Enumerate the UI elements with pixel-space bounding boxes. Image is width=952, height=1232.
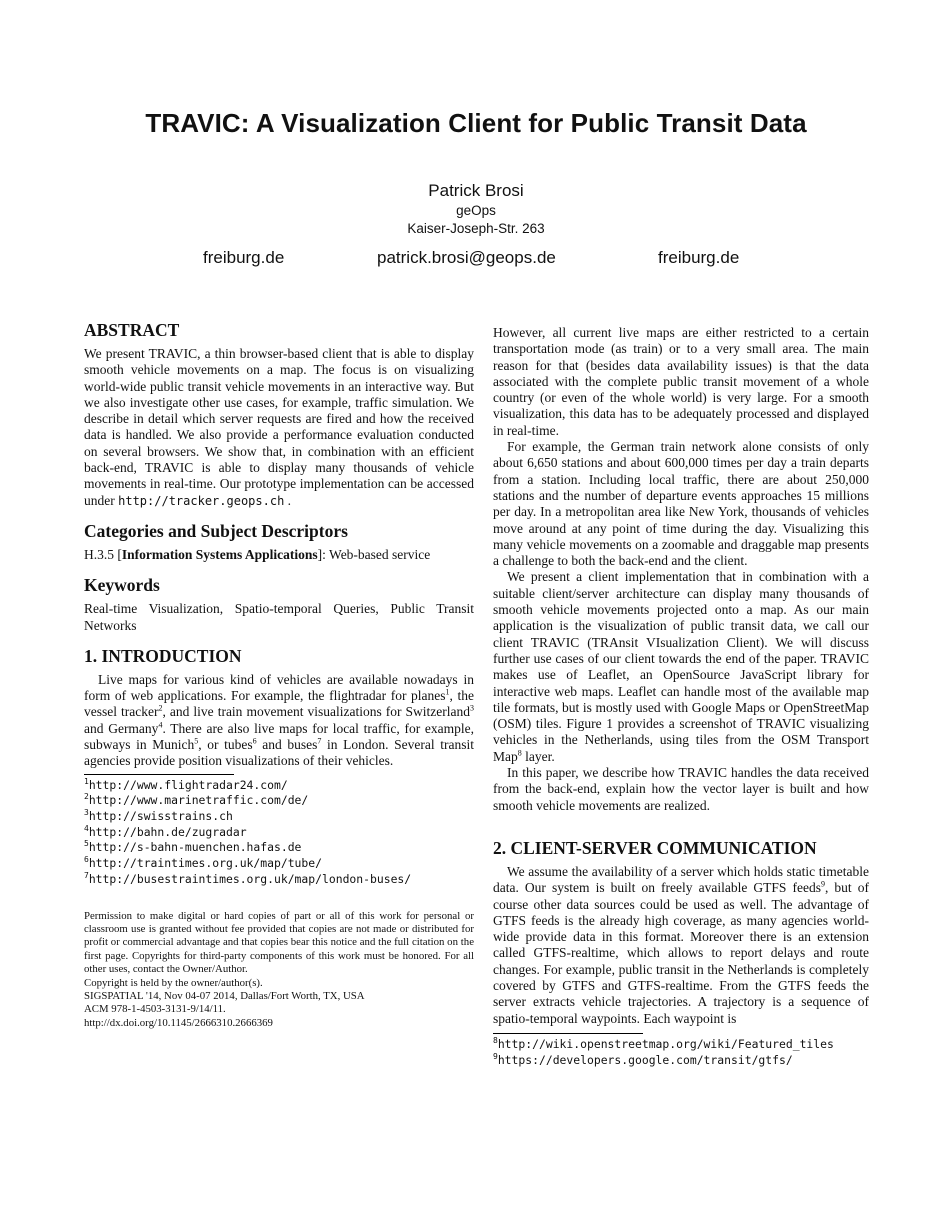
keywords-text: Real-time Visualization, Spatio-temporal Queries, Public Transit Networks — [84, 601, 474, 633]
abstract-url: http://tracker.geops.ch — [118, 493, 285, 508]
intro-heading: 1. INTRODUCTION — [84, 645, 242, 666]
footnotes-left — [84, 778, 474, 888]
email-left: freiburg.de — [203, 248, 285, 267]
footnote: $^8$http://wiki.openstreetmap.org/wiki/Featured_tiles — [493, 1036, 834, 1051]
abstract-text: We present TRAVIC, a thin browser-based client that is able to display smooth vehicle movements on a map. The focus is on visualizing world-wide public transit vehicle movements in an interactive way. But we also investigate other use cases, for example, traffic simulation. We describe in detail which server requests are fired and how the received data is handled. We also provide a performance evaluation conducted on several browsers. We show that, in combination with an efficient back-end, TRAVIC is able to display many thousands of vehicle movements in real-time. Our prototype implementation can be accessed under http://tracker.geops.ch . — [84, 346, 474, 508]
footnote-divider — [493, 1033, 643, 1034]
left-column — [84, 320, 474, 1030]
footnote: $^1$http://www.flightradar24.com/ — [84, 776, 288, 792]
paragraph: We assume the availability of a server which holds static timetable data. Our system is built on freely available GTFS feeds$^9$, but of course other data sources could be used as well. The advantage of GTFS feeds is the already high coverage, as many agencies world-wide provide data in this format. Moreover there is an extension called GTFS-realtime, which allows to report delays and route changes. For example, public transit in the Netherlands is completely covered by GTFS and GTFS-realtime. From the GTFS feeds the server extracts vehicle trajectories. A trajectory is a sequence of spatio-temporal waypoints. Each waypoint is — [493, 863, 869, 1026]
section2-heading: 2. CLIENT-SERVER COMMUNICATION — [493, 837, 817, 858]
permission-block — [84, 910, 474, 1031]
footnote: $^2$http://www.marinetraffic.com/de/ — [84, 792, 309, 808]
right-column — [493, 325, 869, 1068]
footnote-divider — [84, 774, 234, 775]
paper-title: TRAVIC: A Visualization Client for Public Transit Data — [145, 108, 807, 138]
copyright-line: Copyright is held by the owner/author(s). — [84, 976, 263, 989]
footnote: $^6$http://traintimes.org.uk/map/tube/ — [84, 855, 322, 871]
author-block — [0, 180, 952, 238]
acm-line: ACM 978-1-4503-3131-9/14/11. — [84, 1003, 226, 1016]
permission-text: Permission to make digital or hard copies of part or all of this work for personal or classroom use is granted without fee provided that copies are not made or distributed for profit or commercial advantage and that copies bear this notice and the full citation on the first page. Copyrights for third-party components of this work must be honored. For all other uses, contact the Owner/Author. — [84, 909, 474, 976]
author-address: Kaiser-Joseph-Str. 263 — [407, 221, 545, 236]
email-right: freiburg.de — [658, 248, 740, 267]
author-org: geOps — [456, 203, 496, 218]
footnote: $^5$http://s-bahn-muenchen.hafas.de — [84, 839, 302, 855]
keywords-heading: Keywords — [84, 575, 160, 596]
paragraph: We present a client implementation that in combination with a suitable client/server architecture can display many thousands of smooth vehicle movements projected onto a map. As our main application is the visualization of public transit data, we call our client TRAVIC (TRAnsit VIsualization Client). We will discuss further use cases of our client towards the end of the paper. TRAVIC makes use of Leaflet, an OpenSource JavaScript library for interactive web maps. Leaflet can handle most of the available map tile formats, but is mostly used with Google Maps or OpenStreetMap (OSM) tiles. Figure 1 provides a screenshot of TRAVIC visualizing vehicles in the Netherlands, using tiles from the OSM Transport Map$^8$ layer. — [493, 569, 869, 764]
footnote: $^4$http://bahn.de/zugradar — [84, 823, 247, 839]
doi-line: http://dx.doi.org/10.1145/2666310.2666369 — [84, 1016, 273, 1029]
abstract-heading: ABSTRACT — [84, 320, 180, 340]
footnote: $^9$https://developers.google.com/transit/gtfs/ — [493, 1051, 793, 1067]
email-center: patrick.brosi@geops.de — [377, 248, 556, 267]
footnotes-right — [493, 1037, 869, 1068]
paragraph: However, all current live maps are either restricted to a certain transportation mode (as train) or to a very small area. The main reason for that (besides data availability issues) is that the data associated with the complete public transit movement of a whole country (or even of the whole world) is very large. For a smooth visualization, this data has to be adequately processed and displayed in real-time. — [493, 325, 869, 438]
categories-heading: Categories and Subject Descriptors — [84, 520, 348, 541]
intro-paragraph: Live maps for various kind of vehicles are available nowadays in form of web applications. For example, the flightradar for planes$^1$, the vessel tracker$^2$, and live train movement visualizations for Switzerland$^3$ and Germany$^4$. There are also live maps for local traffic, for example, subways in Munich$^5$, or tubes$^6$ and buses$^7$ in London. Several transit agencies provide position visualizations of their vehicles. — [84, 671, 474, 769]
footnote: $^3$http://swisstrains.ch — [84, 808, 233, 824]
paragraph: For example, the German train network alone consists of only about 6,650 stations and about 600,000 times per day a train departs from a station. Including local traffic, there are about 250,000 stations and the number of departure events approaches 15 millions per day. In a metropolitan area like New York, thousands of vehicles move around at any point of time during the day. Visualizing this many vehicle movements on a zoomable and draggable map presents a challenge to both the back-end and the client. — [493, 439, 869, 569]
conference-line: SIGSPATIAL '14, Nov 04-07 2014, Dallas/Fort Worth, TX, USA — [84, 990, 365, 1002]
categories-text: H.3.5 [Information Systems Applications]: Web-based service — [84, 546, 431, 562]
paragraph: In this paper, we describe how TRAVIC handles the data received from the back-end, explain how the vector layer is built and how smooth vehicle movements are realized. — [493, 765, 869, 813]
footnote: $^7$http://busestraintimes.org.uk/map/london-buses/ — [84, 871, 412, 886]
author-name: Patrick Brosi — [428, 181, 524, 200]
